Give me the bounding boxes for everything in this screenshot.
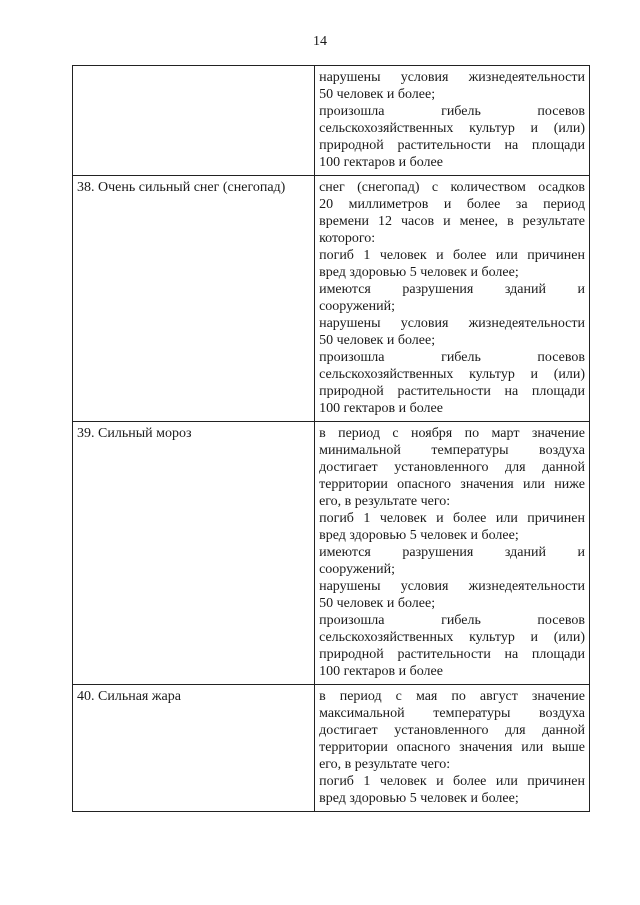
criteria-line: нарушены условия жизнедеятельности <box>319 70 585 85</box>
criteria-line: снег (снегопад) с количеством осадков <box>319 180 585 195</box>
page-number: 14 <box>313 34 327 49</box>
criteria-line: имеются разрушения зданий и <box>319 545 585 560</box>
criteria-line: природной растительности на площади <box>319 647 585 662</box>
criteria-line: погиб 1 человек и более или причинен <box>319 774 585 789</box>
criteria-line: 100 гектаров и более <box>319 155 443 170</box>
criteria-line: 100 гектаров и более <box>319 664 443 679</box>
table-row <box>73 66 590 176</box>
criteria-line: 100 гектаров и более <box>319 401 443 416</box>
criteria-line: 20 миллиметров и более за период <box>319 197 585 212</box>
criteria-cell <box>315 176 590 422</box>
criteria-line: территории опасного значения или выше <box>319 740 585 755</box>
criteria-line: в период с ноября по март значение <box>319 426 585 441</box>
criteria-line: достигает установленного для данной <box>319 723 585 738</box>
criteria-cell <box>315 422 590 685</box>
phenomenon-name: 38. Очень сильный снег (снегопад) <box>77 180 286 195</box>
criteria-line: вред здоровью 5 человек и более; <box>319 791 519 806</box>
criteria-line: в период с мая по август значение <box>319 689 585 704</box>
criteria-line: погиб 1 человек и более или причинен <box>319 248 585 263</box>
criteria-line: имеются разрушения зданий и <box>319 282 585 297</box>
criteria-line: сельскохозяйственных культур и (или) <box>319 121 585 136</box>
hazard-criteria-table <box>72 65 590 812</box>
table-row <box>73 685 590 812</box>
criteria-line: произошла гибель посевов <box>319 613 585 628</box>
criteria-line: природной растительности на площади <box>319 384 585 399</box>
criteria-line: вред здоровью 5 человек и более; <box>319 528 519 543</box>
criteria-line: сельскохозяйственных культур и (или) <box>319 630 585 645</box>
phenomenon-name: 39. Сильный мороз <box>77 426 192 441</box>
criteria-line: вред здоровью 5 человек и более; <box>319 265 519 280</box>
criteria-line: территории опасного значения или ниже <box>319 477 585 492</box>
criteria-line: которого: <box>319 231 376 246</box>
table-row <box>73 422 590 685</box>
phenomenon-name-cell <box>73 176 315 422</box>
criteria-line: его, в результате чего: <box>319 494 451 509</box>
criteria-line: достигает установленного для данной <box>319 460 585 475</box>
criteria-cell <box>315 685 590 812</box>
table-body <box>73 66 590 812</box>
criteria-line: погиб 1 человек и более или причинен <box>319 511 585 526</box>
phenomenon-name-cell <box>73 685 315 812</box>
phenomenon-name: 40. Сильная жара <box>77 689 181 704</box>
criteria-line: сооружений; <box>319 299 395 314</box>
criteria-line: природной растительности на площади <box>319 138 585 153</box>
criteria-line: максимальной температуры воздуха <box>319 706 585 721</box>
criteria-line: минимальной температуры воздуха <box>319 443 585 458</box>
criteria-cell <box>315 66 590 176</box>
criteria-line: сооружений; <box>319 562 395 577</box>
phenomenon-name-cell <box>73 66 315 176</box>
criteria-line: произошла гибель посевов <box>319 104 585 119</box>
criteria-line: 50 человек и более; <box>319 87 436 102</box>
criteria-line: нарушены условия жизнедеятельности <box>319 579 585 594</box>
table-row <box>73 176 590 422</box>
criteria-line: 50 человек и более; <box>319 333 436 348</box>
phenomenon-name-cell <box>73 422 315 685</box>
criteria-line: нарушены условия жизнедеятельности <box>319 316 585 331</box>
criteria-line: его, в результате чего: <box>319 757 451 772</box>
criteria-line: сельскохозяйственных культур и (или) <box>319 367 585 382</box>
criteria-line: 50 человек и более; <box>319 596 436 611</box>
criteria-line: времени 12 часов и менее, в результате <box>319 214 585 229</box>
criteria-line: произошла гибель посевов <box>319 350 585 365</box>
